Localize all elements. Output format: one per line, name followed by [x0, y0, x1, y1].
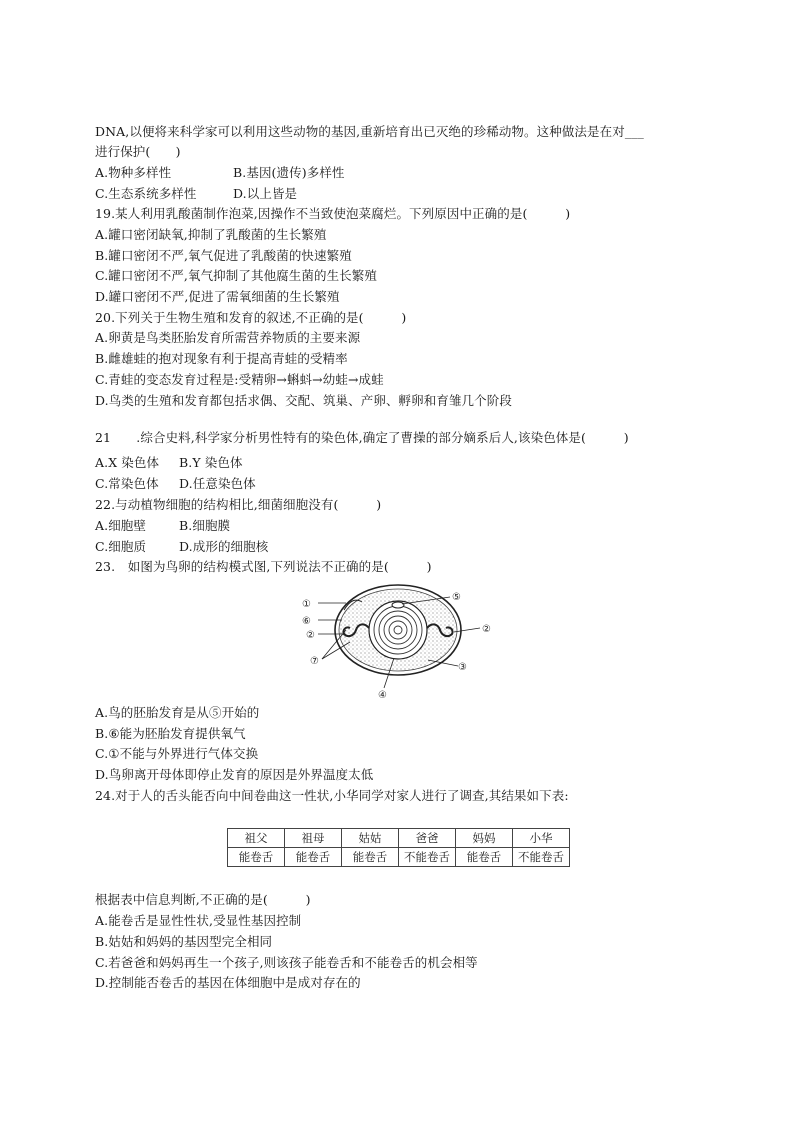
q19-option-c: C.罐口密闭不严,氧气抑制了其他腐生菌的生长繁殖	[95, 268, 377, 283]
q21-option-b: B.Y 染色体	[179, 455, 243, 470]
q24-option-c: C.若爸爸和妈妈再生一个孩子,则该孩子能卷舌和不能卷舌的机会相等	[95, 955, 478, 970]
table-cell: 能卷舌	[342, 848, 399, 867]
q20-option-c: C.青蛙的变态发育过程是:受精卵→蝌蚪→幼蛙→成蛙	[95, 372, 384, 387]
q19-option-b: B.罐口密闭不严,氧气促进了乳酸菌的快速繁殖	[95, 248, 352, 263]
q18-option-d: D.以上皆是	[233, 186, 298, 201]
table-header-cell: 姑姑	[342, 829, 399, 848]
table-cell: 能卷舌	[456, 848, 513, 867]
germinal-disc	[392, 602, 404, 608]
q19-option-d: D.罐口密闭不严,促进了需氧细菌的生长繁殖	[95, 289, 340, 304]
q22-option-a: A.细胞壁	[95, 518, 147, 533]
table-header-cell: 祖母	[285, 829, 342, 848]
q23-stem: 23. 如图为鸟卵的结构模式图,下列说法不正确的是( )	[95, 559, 432, 574]
q20-option-d: D.鸟类的生殖和发育都包括求偶、交配、筑巢、产卵、孵卵和育雏几个阶段	[95, 393, 512, 408]
label-4: ④	[378, 690, 387, 701]
q21-options-cd	[95, 474, 256, 494]
q22-options-cd	[95, 537, 268, 557]
q21-option-a: A.X 染色体	[95, 455, 160, 470]
label-6: ⑥	[302, 616, 311, 627]
q22-stem: 22.与动植物细胞的结构相比,细菌细胞没有( )	[95, 497, 382, 512]
q24-stem: 24.对于人的舌头能否向中间卷曲这一性状,小华同学对家人进行了调查,其结果如下表:	[95, 788, 569, 803]
q20-stem: 20.下列关于生物生殖和发育的叙述,不正确的是( )	[95, 310, 407, 325]
table-header-cell: 小华	[513, 829, 570, 848]
q20-option-b: B.雌雄蛙的抱对现象有利于提高青蛙的受精率	[95, 351, 348, 366]
label-7: ⑦	[310, 656, 319, 667]
table-row	[228, 848, 570, 867]
table-cell: 不能卷舌	[513, 848, 570, 867]
q21-options-ab	[95, 453, 243, 473]
label-1: ①	[302, 599, 311, 610]
tongue-rolling-table	[227, 828, 570, 867]
table-header-cell: 祖父	[228, 829, 285, 848]
q24-option-b: B.姑姑和妈妈的基因型完全相同	[95, 934, 273, 949]
q21-stem: 21 .综合史料,科学家分析男性特有的染色体,确定了曹操的部分嫡系后人,该染色体是( )	[95, 430, 629, 445]
q20-option-a: A.卵黄是鸟类胚胎发育所需营养物质的主要来源	[95, 330, 361, 345]
q24-option-d: D.控制能否卷舌的基因在体细胞中是成对存在的	[95, 975, 361, 990]
q18-options-cd	[95, 184, 297, 204]
q22-options-ab	[95, 516, 230, 536]
q23-option-b: B.⑥能为胚胎发育提供氧气	[95, 726, 246, 741]
q18-option-c: C.生态系统多样性	[95, 186, 197, 201]
q23-option-a: A.鸟的胚胎发育是从⑤开始的	[95, 705, 260, 720]
table-cell: 不能卷舌	[399, 848, 456, 867]
q18-option-b: B.基因(遗传)多样性	[233, 165, 345, 180]
q24-option-a: A.能卷舌是显性性状,受显性基因控制	[95, 913, 302, 928]
table-cell: 能卷舌	[228, 848, 285, 867]
q24-judge-stem: 根据表中信息判断,不正确的是( )	[95, 892, 311, 907]
q23-option-d: D.鸟卵离开母体即停止发育的原因是外界温度太低	[95, 767, 374, 782]
yolk	[369, 601, 427, 659]
bird-egg-diagram	[296, 584, 502, 702]
q23-option-c: C.①不能与外界进行气体交换	[95, 746, 259, 761]
q22-option-b: B.细胞膜	[179, 518, 231, 533]
table-cell: 能卷舌	[285, 848, 342, 867]
q18-options-ab	[95, 163, 345, 183]
label-2-right: ②	[482, 624, 491, 635]
q22-option-c: C.细胞质	[95, 539, 147, 554]
q18-option-a: A.物种多样性	[95, 165, 172, 180]
label-3: ③	[458, 662, 467, 673]
q21-option-d: D.任意染色体	[179, 476, 256, 491]
q18-stem-line1: DNA,以便将来科学家可以利用这些动物的基因,重新培育出已灭绝的珍稀动物。这种做法是在对___	[95, 124, 644, 139]
q19-option-a: A.罐口密闭缺氧,抑制了乳酸菌的生长繁殖	[95, 227, 327, 242]
table-header-cell: 爸爸	[399, 829, 456, 848]
q21-option-c: C.常染色体	[95, 476, 159, 491]
label-2-left: ②	[306, 630, 315, 641]
q19-stem: 19.某人利用乳酸菌制作泡菜,因操作不当致使泡菜腐烂。下列原因中正确的是( )	[95, 206, 571, 221]
table-header-row	[228, 829, 570, 848]
q22-option-d: D.成形的细胞核	[179, 539, 269, 554]
table-header-cell: 妈妈	[456, 829, 513, 848]
label-5: ⑤	[452, 592, 461, 603]
q18-stem-line2: 进行保护( )	[95, 144, 181, 159]
